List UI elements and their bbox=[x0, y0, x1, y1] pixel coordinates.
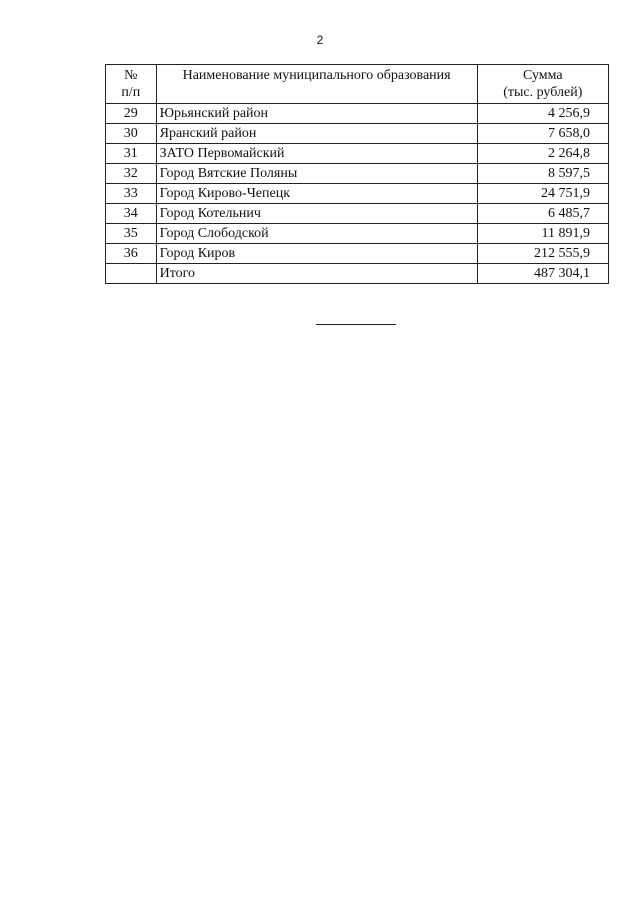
row-number: 34 bbox=[106, 204, 157, 224]
header-sum-unit: (тыс. рублей) bbox=[503, 85, 583, 100]
table-header bbox=[106, 65, 609, 104]
table-row bbox=[106, 224, 609, 244]
table-row bbox=[106, 104, 609, 124]
header-number-abbr: п/п bbox=[121, 85, 141, 100]
row-name: Город Кирово-Чепецк bbox=[156, 184, 477, 204]
table-row bbox=[106, 164, 609, 184]
row-name: Яранский район bbox=[156, 124, 477, 144]
end-of-document-rule bbox=[316, 324, 396, 325]
row-sum: 2 264,8 bbox=[477, 144, 608, 164]
allocation-table bbox=[105, 64, 609, 284]
table-body bbox=[106, 104, 609, 284]
row-name: Юрьянский район bbox=[156, 104, 477, 124]
row-sum: 24 751,9 bbox=[477, 184, 608, 204]
table-row bbox=[106, 244, 609, 264]
header-sum bbox=[477, 65, 608, 104]
table-row bbox=[106, 144, 609, 164]
header-sum-title: Сумма bbox=[522, 68, 563, 83]
page-number: 2 bbox=[316, 33, 324, 47]
row-sum: 7 658,0 bbox=[477, 124, 608, 144]
row-number: 30 bbox=[106, 124, 157, 144]
row-name: Город Котельнич bbox=[156, 204, 477, 224]
header-number bbox=[106, 65, 157, 104]
row-name: ЗАТО Первомайский bbox=[156, 144, 477, 164]
row-number: 32 bbox=[106, 164, 157, 184]
table-row bbox=[106, 184, 609, 204]
row-number: 31 bbox=[106, 144, 157, 164]
table-row bbox=[106, 124, 609, 144]
row-sum: 4 256,9 bbox=[477, 104, 608, 124]
total-number bbox=[106, 264, 157, 284]
table-header-row bbox=[106, 65, 609, 104]
header-number-symbol: № bbox=[124, 68, 138, 83]
row-name: Город Вятские Поляны bbox=[156, 164, 477, 184]
header-name: Наименование муниципального образования bbox=[156, 65, 477, 104]
total-row bbox=[106, 264, 609, 284]
total-sum: 487 304,1 bbox=[477, 264, 608, 284]
row-sum: 8 597,5 bbox=[477, 164, 608, 184]
row-sum: 6 485,7 bbox=[477, 204, 608, 224]
row-number: 29 bbox=[106, 104, 157, 124]
row-name: Город Слободской bbox=[156, 224, 477, 244]
row-name: Город Киров bbox=[156, 244, 477, 264]
total-label: Итого bbox=[156, 264, 477, 284]
row-sum: 212 555,9 bbox=[477, 244, 608, 264]
table-row bbox=[106, 204, 609, 224]
row-sum: 11 891,9 bbox=[477, 224, 608, 244]
row-number: 35 bbox=[106, 224, 157, 244]
row-number: 33 bbox=[106, 184, 157, 204]
row-number: 36 bbox=[106, 244, 157, 264]
